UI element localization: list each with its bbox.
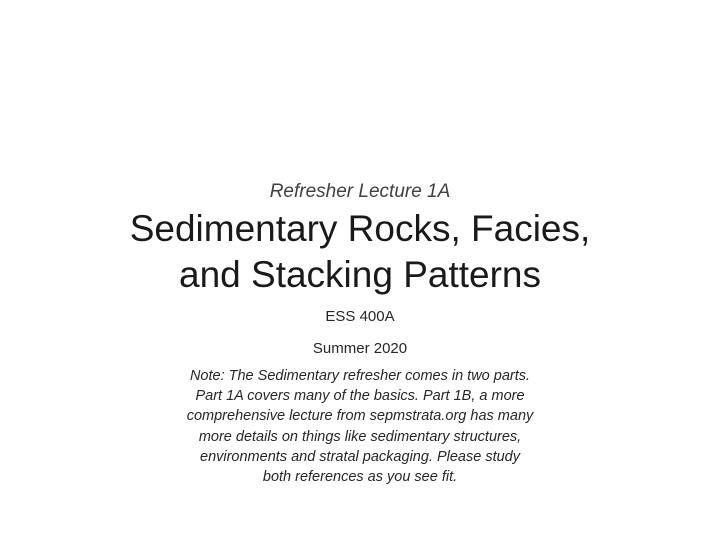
course-code: ESS 400A	[325, 308, 395, 325]
term-label: Summer 2020	[312, 340, 408, 357]
note-line: comprehensive lecture from sepmstrata.org has many	[186, 408, 534, 425]
note-line: more details on things like sedimentary structures,	[198, 428, 522, 445]
note-line: both references as you see fit.	[262, 469, 458, 486]
title-line: Sedimentary Rocks, Facies,	[129, 208, 591, 249]
slide-title	[60, 206, 660, 298]
note-line: Part 1A covers many of the basics. Part 1B, a more	[195, 388, 525, 405]
lecture-subtitle: Refresher Lecture 1A	[269, 181, 451, 202]
title-line: and Stacking Patterns	[179, 254, 541, 295]
note-paragraph	[130, 366, 590, 487]
note-line: environments and stratal packaging. Please study	[200, 448, 520, 465]
note-line: Note: The Sedimentary refresher comes in two parts.	[189, 368, 531, 384]
